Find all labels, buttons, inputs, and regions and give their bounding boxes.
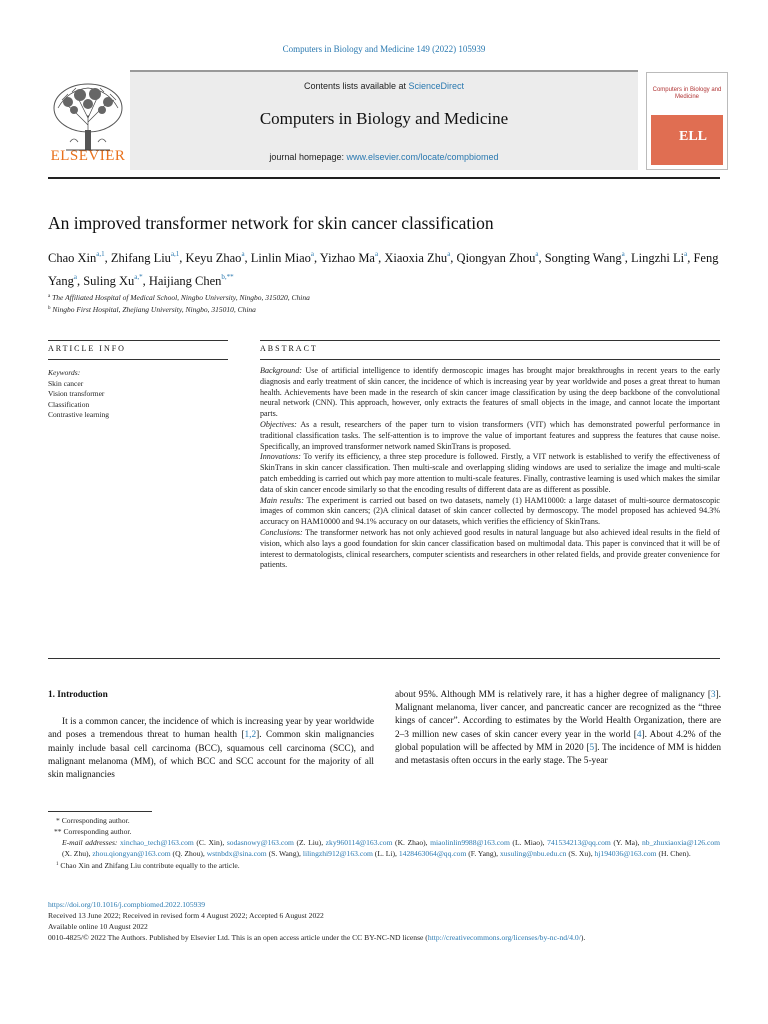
abstract-label: Background: <box>260 366 302 375</box>
section-heading-introduction: 1. Introduction <box>48 690 108 700</box>
cover-emblem-icon: ELL <box>679 129 708 144</box>
email-owner: (Q. Zhou), <box>170 849 207 858</box>
affiliation-line <box>48 291 728 303</box>
author-name[interactable]: Linlin Miao <box>250 251 311 265</box>
author-name[interactable]: Xiaoxia Zhu <box>384 251 448 265</box>
citation-link[interactable]: 3 <box>710 690 716 700</box>
email-owner: (F. Yang), <box>466 849 500 858</box>
journal-title: Computers in Biology and Medicine <box>259 109 509 128</box>
abstract-text: The experiment is carried out based on two datasets, namely (1) HAM10000: a large dataset of multi-source dermatoscopic images of common skin cancers; (2)A clinical dataset of skin cancer collected by dermoscopy. The model proposed has achieved 94.3% accuracy on HAM10000 and 94.1% accuracy on our datasets, which verifies the efficiency of SkinTrans. <box>260 495 720 527</box>
affiliation-mark[interactable]: a <box>447 250 451 258</box>
journal-banner <box>130 70 638 170</box>
affiliation-mark[interactable]: a <box>73 273 77 281</box>
license-statement <box>48 932 720 943</box>
running-head[interactable]: Computers in Biology and Medicine 149 (2022) 105939 <box>282 44 486 54</box>
abstract-rule-lower <box>260 359 720 360</box>
homepage-line <box>130 152 638 162</box>
equal-contribution-note <box>48 859 720 871</box>
email-link[interactable]: xusuling@nbu.edu.cn <box>499 849 567 858</box>
author-name[interactable]: Suling Xu <box>83 274 135 288</box>
journal-cover-thumbnail[interactable] <box>646 72 728 170</box>
affiliation-mark[interactable]: a,1 <box>170 250 180 258</box>
intro-text: ]. Malignant melanoma, liver cancer, and pancreatic cancer are recognized as the “three kings of cancer”. According to estimates by the World Health Organization, there are 2–3 million new cases of skin cancer every year in the world [ <box>395 690 721 740</box>
abstract-label: Main results: <box>260 495 304 505</box>
affiliation-text: Ningbo First Hospital, Zhejiang University, Ningbo, 315010, China <box>52 305 256 314</box>
publisher-name: ELSEVIER <box>50 148 126 164</box>
email-link[interactable]: sodasnowy@163.com <box>226 838 294 847</box>
received-dates: Received 13 June 2022; Received in revised form 4 August 2022; Accepted 6 August 2022 <box>48 911 324 920</box>
license-text-end: ). <box>580 933 586 942</box>
affiliation-mark[interactable]: a,1 <box>96 250 105 258</box>
affiliation-mark[interactable]: a <box>535 250 539 258</box>
abstract-bottom-rule <box>48 658 720 659</box>
contents-line <box>130 81 638 91</box>
affiliations <box>48 291 728 315</box>
author-name[interactable]: Qiongyan Zhou <box>456 251 536 265</box>
keywords-box <box>48 368 228 421</box>
footnotes <box>48 815 720 871</box>
email-owner: (C. Xin), <box>193 838 227 847</box>
citation-link[interactable]: 1,2 <box>244 730 257 741</box>
keyword-item[interactable]: Classification <box>48 399 90 409</box>
email-link[interactable]: nb_zhuxiaoxia@126.com <box>641 838 721 847</box>
author-name[interactable]: Keyu Zhao <box>185 251 242 265</box>
doi-link[interactable]: https://doi.org/10.1016/j.compbiomed.2022.105939 <box>48 900 206 909</box>
homepage-label: journal homepage: <box>269 152 347 162</box>
author-name[interactable]: Haijiang Chen <box>148 274 222 288</box>
equal-contribution-text: Chao Xin and Zhifang Liu contribute equally to the article. <box>60 861 240 870</box>
author-name[interactable]: Songting Wang <box>544 251 622 265</box>
email-owner: (L. Li), <box>372 849 399 858</box>
article-info-heading: ARTICLE INFO <box>48 344 126 353</box>
email-link[interactable]: zhou.qiongyan@163.com <box>92 849 171 858</box>
abstract-label: Conclusions: <box>260 527 303 537</box>
author-list: Chao Xin$^{a,1}$, Zhifang Liu$^{a,1}$, Keyu Zhao$^a$, Linlin Miao$^a$, Yizhao Ma$^a$, Xiaoxia Zhu$^a$, Qiongyan Zhou$^a$, Songting Wang$^a$, Lingzhi Li$^a$, Feng Yang$^a$, Suling $Xu^{a,*}$, Haijiang Chen$^{b,**}$ <box>48 250 719 288</box>
intro-text: about 95%. Although MM is relatively rare, it has a higher degree of malignancy [ <box>395 690 711 700</box>
intro-text: It is a common cancer, the incidence of which is increasing year by year worldwide and poses a tremendous threat to human health [ <box>48 717 374 741</box>
abstract-conclusions <box>260 528 720 571</box>
abstract-innovations <box>260 452 720 495</box>
intro-paragraph <box>48 716 374 782</box>
email-owner: (L. Miao), <box>509 838 548 847</box>
abstract-text: Use of artificial intelligence to identify dermoscopic images has brought major breakthroughs in recent years to the early diagnosis and early treatment of skin cancer, the incidence of which is increasing year by year worldwide and poses a great threat to human health. Achievements have been made in the research of skin cancer image classification by using the deep backbone of the convolutional neural network (CNN). This approach, however, only extracts the features of small objects in the image, and cannot locate the important parts. <box>260 366 720 419</box>
citation-link[interactable]: 4 <box>636 729 642 740</box>
email-link[interactable]: lilingzhi912@163.com <box>302 849 373 858</box>
affiliation-mark[interactable]: b,** <box>221 273 234 281</box>
affiliation-line <box>48 303 728 315</box>
abstract-text: To verify its efficiency, a three step procedure is followed. Firstly, a VIT network is established to verify the effectiveness of SkinTrans in skin cancer classification. Then multi-scale and overlapping sliding windows are used to serialize the image and multi-scale patch embedding is carried out which pay more attention to multi-scale features. Finally, contrastive learning is used which makes the similar data of skin cancer encode similarly so that the encoding results of different data are as different as possible. <box>260 452 720 494</box>
affiliation-mark[interactable]: a <box>310 250 314 258</box>
affiliation-mark: b <box>48 306 51 311</box>
email-link[interactable]: 741534213@qq.com <box>547 838 611 847</box>
email-owner: (Z. Liu), <box>293 838 326 847</box>
email-owner: (H. Chen). <box>656 849 691 858</box>
cover-band <box>651 115 723 165</box>
affiliation-text: The Affiliated Hospital of Medical School, Ningbo University, Ningbo, 315020, China <box>52 293 310 302</box>
author-name[interactable]: Feng Yang <box>48 251 719 288</box>
affiliation-mark[interactable]: a <box>684 250 688 258</box>
affiliation-mark[interactable]: a <box>374 250 379 258</box>
paper-title: An improved transformer network for skin cancer classification <box>48 213 494 233</box>
intro-right-column <box>395 689 721 768</box>
corresponding-author-note: * Corresponding author. <box>56 816 130 825</box>
affiliation-mark[interactable]: a <box>241 250 245 258</box>
email-link[interactable]: hj194036@163.com <box>594 849 657 858</box>
keywords-label: Keywords: <box>48 368 81 377</box>
corresponding-author-note: ** Corresponding author. <box>54 827 132 836</box>
keyword-item[interactable]: Contrastive learning <box>48 410 110 419</box>
contents-prefix: Contents lists available at <box>303 81 409 91</box>
intro-text: ]. The incidence of MM is hidden and metastasis often occurs in the early stage. The 5-year <box>395 742 721 767</box>
license-link[interactable]: http://creativecommons.org/licenses/by-nc-nd/4.0/ <box>427 933 581 942</box>
abstract-main-results <box>260 496 720 528</box>
article-info-rule-lower <box>48 359 228 360</box>
intro-text: ]. Common skin malignancies mainly include basal cell carcinoma (BCC), squamous cell carcinoma (SCC), and malignant melanoma (MM), of which BCC and SCC account for the majority of all skin malignancies <box>48 730 374 781</box>
abstract-rule <box>260 340 720 341</box>
abstract-heading: ABSTRACT <box>260 344 318 353</box>
email-link[interactable]: zky960114@163.com <box>325 838 393 847</box>
homepage-link[interactable]: www.elsevier.com/locate/compbiomed <box>346 152 499 162</box>
footnote-rule <box>48 811 152 812</box>
abstract-body <box>260 366 720 571</box>
email-owner: (S. Wang), <box>266 849 303 858</box>
author-name[interactable]: Yizhao Ma <box>319 251 375 265</box>
abstract-background <box>260 366 720 420</box>
author-name[interactable]: Chao Xin <box>48 251 97 265</box>
author-name[interactable]: Lingzhi Li <box>630 251 685 265</box>
affiliation-mark[interactable]: a <box>621 250 625 258</box>
affiliation-mark[interactable]: a,* <box>134 273 143 281</box>
affiliation-mark: a <box>48 294 51 299</box>
email-addresses <box>48 837 720 859</box>
keyword-item[interactable]: Vision transformer <box>48 389 105 398</box>
keyword-item[interactable]: Skin cancer <box>48 378 84 388</box>
author-name[interactable]: Zhifang Liu <box>110 251 171 265</box>
citation-link[interactable]: 5 <box>589 742 595 753</box>
article-info-rule <box>48 340 228 341</box>
abstract-text: The transformer network has not only achieved good results in natural language but also achieved ideal results in the field of vision, which also lays a good foundation for skin cancer classification based on multimodal data. This paper is convinced that it will be of interest to dermatologists, clinical researchers, computer scientists and researchers in other related fields, and provide greater convenience for patients. <box>260 527 720 570</box>
email-link[interactable]: miaolinlin9988@163.com <box>430 838 510 847</box>
abstract-objectives <box>260 420 720 452</box>
email-label: E-mail addresses: <box>62 838 118 847</box>
abstract-text: As a result, researchers of the paper turn to vision transformers (VIT) which has demonstrated powerful performance in traditional classification tasks. The self-attention is to improve the value of important features and suppress the features that cause noise. Specifically, an improved transformer network named SkinTrans is proposed. <box>260 419 720 451</box>
email-link[interactable]: xinchao_tech@163.com <box>120 838 194 847</box>
abstract-label: Objectives: <box>260 419 297 429</box>
email-owner: (Y. Ma), <box>610 838 642 847</box>
sciencedirect-link[interactable]: ScienceDirect <box>408 81 465 91</box>
email-link[interactable]: 1428463064@qq.com <box>398 849 467 858</box>
footnote-mark: 1 <box>56 862 59 867</box>
email-link[interactable]: wstnbdx@sina.com <box>206 849 267 858</box>
abstract-label: Innovations: <box>260 452 301 462</box>
intro-text: ]. About 4.2% of the global population will be affected by MM in 2020 [ <box>395 729 722 753</box>
license-text: 0010-4825/© 2022 The Authors. Published by Elsevier Ltd. This is an open access article under the CC BY-NC-ND license ( <box>48 933 428 942</box>
intro-paragraph-continued <box>395 689 721 768</box>
email-owner: (X. Zhu), <box>62 849 93 858</box>
masthead <box>48 70 728 177</box>
email-owner: (S. Xu), <box>566 849 595 858</box>
publication-info <box>48 899 720 943</box>
masthead-rule <box>48 177 720 179</box>
available-online: Available online 10 August 2022 <box>48 922 148 931</box>
intro-left-column <box>48 689 374 782</box>
email-owner: (K. Zhao), <box>392 838 431 847</box>
cover-title: Computers in Biology and Medicine <box>652 87 722 100</box>
